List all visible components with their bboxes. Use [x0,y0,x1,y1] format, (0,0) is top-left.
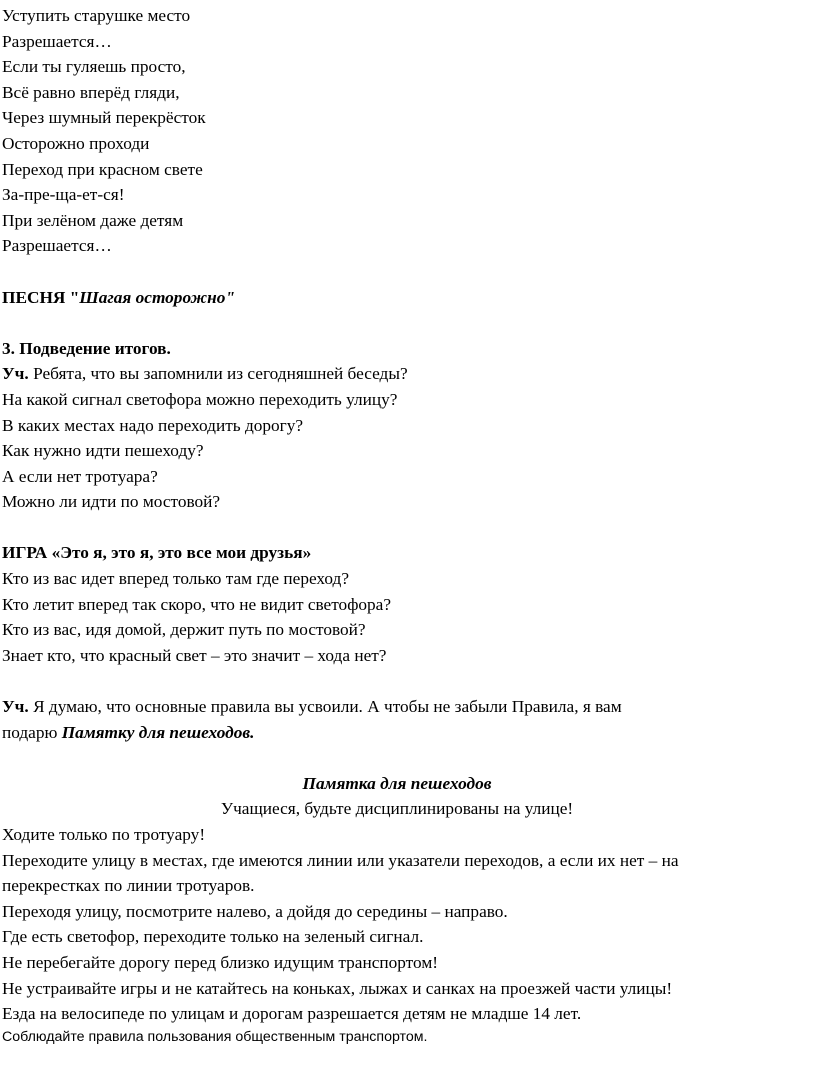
memo-rule: Ходите только по тротуару! [2,825,206,844]
poem-line: Переход при красном свете [2,159,203,179]
poem-line: Осторожно проходи [2,133,150,153]
closing-text: подарю [2,722,62,742]
poem-line: Через шумный перекрёсток [2,108,206,128]
game-question: Кто из вас идет вперед только там где переход? [2,569,350,589]
game-question: Знает кто, что красный свет – это значит – хода нет? [2,645,387,665]
memo-rule: Не устраивайте игры и не катайтесь на коньках, лыжах и санках на проезжей части улицы! [2,978,673,998]
memo-title: Памятка для пешеходов [302,773,492,793]
memo-rule: перекрестках по линии тротуаров. [2,876,255,896]
question-line: А если нет тротуара? [2,466,158,486]
memo-rule: Переходя улицу, посмотрите налево, а дойдя до середины – направо. [2,901,508,921]
question-line: В каких местах надо переходить дорогу? [2,415,304,435]
game-question: Кто летит вперед так скоро, что не видит светофора? [2,594,392,614]
poem-line: Уступить старушке место [2,6,191,25]
poem-line: Если ты гуляешь просто, [2,57,186,77]
memo-rule: Езда на велосипеде по улицам и дорогам разрешается детям не младше 14 лет. [2,1004,582,1024]
memo-rule: Переходите улицу в местах, где имеются линии или указатели переходов, а если их нет – на [2,850,679,870]
game-question: Кто из вас, идя домой, держит путь по мостовой? [2,620,366,640]
song-title: Шагая осторожно" [79,287,235,307]
song-heading [2,285,792,311]
poem-line: Разрешается… [2,236,112,256]
poem [2,3,792,259]
poem-line: При зелёном даже детям [2,210,184,230]
memo-subtitle: Учащиеся, будьте дисциплинированы на улице! [220,799,574,819]
game-heading: ИГРА «Это я, это я, это все мои друзья» [2,543,312,563]
memo-rule: Не перебегайте дорогу перед близко идущим транспортом! [2,952,439,972]
section-heading: 3. Подведение итогов. [2,338,171,358]
speaker-label: Уч. [2,364,29,384]
question-line: Как нужно идти пешеходу? [2,441,204,461]
memo-rule: Где есть светофор, переходите только на зеленый сигнал. [2,927,424,947]
document-page [2,3,792,1047]
poem-line: Разрешается… [2,31,112,51]
teacher-question [2,361,792,387]
memo-reference: Памятку для пешеходов. [61,722,255,742]
poem-line: За-пре-ща-ет-ся! [2,185,125,205]
closing-text: Я думаю, что основные правила вы усвоили. А чтобы не забыли Правила, я вам [28,697,622,717]
question-line: Можно ли идти по мостовой? [2,492,221,512]
closing-paragraph-line [2,720,792,746]
question-line: На какой сигнал светофора можно переходить улицу? [2,389,398,409]
speaker-label: Уч. [2,697,29,717]
question-text: Ребята, что вы запомнили из сегодняшней беседы? [28,364,408,384]
closing-paragraph-line [2,694,792,720]
song-label: ПЕСНЯ " [2,287,80,307]
memo-rule-last: Соблюдайте правила пользования общественным транспортом. [2,1028,428,1045]
poem-line: Всё равно вперёд гляди, [2,82,180,102]
